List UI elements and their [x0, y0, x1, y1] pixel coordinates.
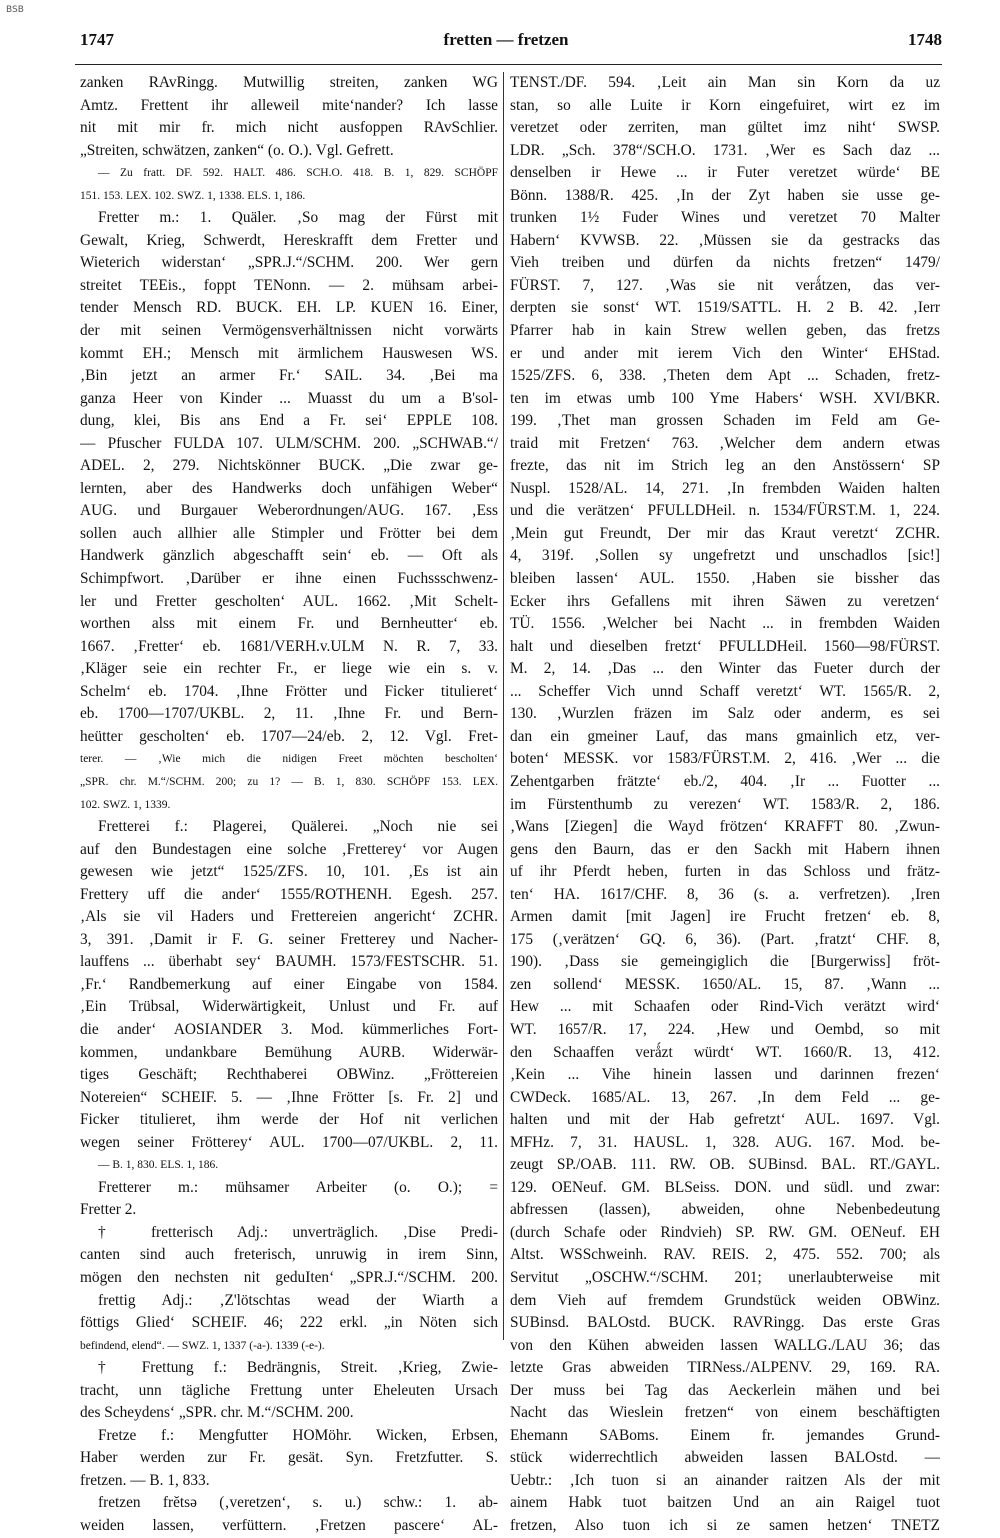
text-line: veretzet oder zerriten, man gültet imz niht‘ SWSP.	[510, 119, 940, 137]
text-line: ‚Kein ... Vihe hinein lassen und darinnen frezen‘	[510, 1066, 940, 1084]
text-line: Ecker ihrs Gefallens mit ihren Säwen zu veretzen‘	[510, 592, 940, 610]
text-line: fretzen frĕtsə (‚veretzen‘, s. u.) schw.: 1. ab-	[98, 1494, 498, 1512]
text-line: — Pfuscher FULDA 107. ULM/SCHM. 200. „SCHWAB.“/	[80, 434, 498, 452]
page-number-left: 1747	[80, 30, 114, 49]
text-line: kommt EH.; Mensch mit ärmlichem Hauswesen WS.	[80, 344, 498, 362]
text-line: zen sollend‘ MESSK. 1650/AL. 15, 87. ‚Wann ...	[510, 975, 940, 993]
text-line: ‚Wans [Ziegen] die Wayd frötzen‘ KRAFFT 80. ‚Zwun-	[510, 818, 940, 836]
text-line: des Scheydens‘ „SPR. chr. M.“/SCHM. 200.	[80, 1404, 354, 1422]
text-line: 199. ‚Thet man grossen Schaden im Feld am Ge-	[510, 412, 940, 430]
text-line: Fretter m.: 1. Quäler. ‚So mag der Fürst mit	[98, 209, 498, 227]
text-line: halt und dieselben fretzt‘ PFULLDHeil. 1560—98/FÜRST.	[510, 637, 940, 655]
text-line: fretzen. — B. 1, 833.	[80, 1471, 210, 1489]
text-line: halten und mit der Hab gefretzt‘ AUL. 1697. Vgl.	[510, 1111, 940, 1129]
text-line: die ander‘ AOSIANDER 3. Mod. kümmerliches Fort-	[80, 1020, 498, 1038]
text-line: SUBinsd. BALOstd. BUCK. RAVRingg. Das erste Gras	[510, 1314, 940, 1332]
text-line: Fretze f.: Mengfutter HOMöhr. Wicken, Erbsen,	[98, 1426, 498, 1444]
text-line: sollen auch allhier alle Stimpler und Frötter bei dem	[80, 524, 498, 542]
text-line: und die verätzen‘ PFULLDHeil. n. 1534/FÜRST.M. 1, 224.	[510, 502, 940, 520]
text-line: ‚Bin jetzt an armer Fr.‘ SAIL. 34. ‚Bei ma	[80, 367, 498, 385]
column-divider	[503, 72, 504, 1340]
text-line: — Zu fratt. DF. 592. HALT. 486. SCH.O. 418. B. 1, 829. SCHÖPF	[98, 167, 498, 180]
text-line: ganza Heer von Kinder ... Muasst du um a B'sol-	[80, 389, 498, 407]
text-line: Armen damit [mit Jagen] ire Frucht fretzen‘ eb. 8,	[510, 908, 940, 926]
text-line: zanken RAvRingg. Mutwillig streiten, zanken WG	[80, 74, 498, 91]
text-line: „SPR. chr. M.“/SCHM. 200; zu 1? — B. 1, 830. SCHÖPF 153. LEX.	[80, 775, 498, 788]
text-line: Nuspl. 1528/AL. 14, 271. ‚In frembden Waiden halten	[510, 479, 940, 497]
text-line: tender Mensch RD. BUCK. EH. LP. KUEN 16. Einer,	[80, 299, 498, 317]
text-line: föttigs Glied‘ SCHEIF. 46; 222 erkl. „in Nöten sich	[80, 1314, 498, 1332]
text-line: ‚Fr.‘ Randbemerkung auf einer Eingabe von 1584.	[80, 975, 498, 993]
text-line: CWDeck. 1685/AL. 13, 267. ‚In dem Feld ... ge-	[510, 1088, 940, 1106]
text-line: dem Vieh auf fremdem Grundstück weiden OBWinz.	[510, 1291, 940, 1309]
text-line: Handwerk gänzlich abgeschafft sein‘ eb. — Oft als	[80, 547, 498, 565]
text-line: ADEL. 2, 279. Nichtskönner BUCK. „Die zwar ge-	[80, 457, 498, 475]
text-line: ‚Mein gut Freundt, Der mir das Kraut veretzt‘ ZCHR.	[510, 524, 940, 542]
text-line: 102. SWZ. 1, 1339.	[80, 798, 171, 811]
text-line: im Fürstenthumb zu verezen‘ WT. 1583/R. 2, 186.	[510, 795, 940, 813]
text-line: Wieterich widerstan‘ „SPR.J.“/SCHM. 200. Wer gern	[80, 254, 498, 272]
text-line: Haber werden zur Fr. gesät. Syn. Fretzfutter. S.	[80, 1449, 498, 1467]
text-line: boten‘ MESSK. vor 1583/FÜRST.M. 2, 416. ‚Wer ... die	[510, 750, 940, 768]
text-line: auf den Bundestagen eine solche ‚Fretterey‘ vor Augen	[80, 840, 498, 858]
text-line: Der muss bei Tag das Aeckerlein mähen und bei	[510, 1381, 940, 1399]
text-line: — B. 1, 830. ELS. 1, 186.	[98, 1159, 219, 1172]
text-line: Ehemann SABoms. Einem fr. jemandes Grund-	[510, 1426, 940, 1444]
text-line: tracht, unn tägliche Frettung unter Eheleuten Ursach	[80, 1381, 498, 1399]
text-line: Fretter 2.	[80, 1201, 137, 1219]
text-line: von den Kühen abweiden lassen WALLG./LAU 36; das	[510, 1336, 940, 1354]
text-line: dan ein gmeiner Lauf, das mans gmainlich etz, ver-	[510, 727, 940, 745]
library-stamp: BSB	[6, 5, 24, 15]
text-line: trunken 1½ Fuder Wines und veretzet 70 Malter	[510, 209, 940, 227]
text-line: mögen den nechsten nit geduIten‘ „SPR.J.“/SCHM. 200.	[80, 1268, 498, 1286]
text-line: 1667. ‚Fretter‘ eb. 1681/VERH.v.ULM N. R. 7, 33.	[80, 637, 498, 655]
text-line: ... Scheffer Vich unnd Schaff veretzt‘ WT. 1565/R. 2,	[510, 682, 940, 700]
text-line: Notereien“ SCHEIF. 5. — ‚Ihne Frötter [s. Fr. 2] und	[80, 1088, 498, 1106]
text-line: Hew ... mit Schaafen oder Rind-Vich verätzt wird‘	[510, 998, 940, 1016]
text-line: Nacht das Wieslein fretzen“ von einem beschäftigten	[510, 1404, 940, 1422]
text-line: TENST./DF. 594. ‚Leit ain Man sin Korn da uz	[510, 74, 940, 91]
text-line: tiges Geschäft; Rechthaberei OBWinz. „Fröttereien	[80, 1066, 498, 1084]
text-line: LDR. „Sch. 378“/SCH.O. 1731. ‚Wer es Sach daz ...	[510, 141, 940, 159]
text-line: Servitut „OSCHW.“/SCHM. 201; unerlaubterweise mit	[510, 1268, 940, 1286]
text-line: frezte, das nit im Strich leg an den Anstössern‘ SP	[510, 457, 940, 475]
text-line: bleiben lassen‘ AUL. 1550. ‚Haben sie bissher das	[510, 570, 940, 588]
text-line: Schelm‘ eb. 1704. ‚Ihne Frötter und Ficker titulieret‘	[80, 682, 498, 700]
text-line: Altst. WSSchweinh. RAV. REIS. 2, 475. 552. 700; als	[510, 1246, 940, 1264]
text-line: eb. 1700—1707/UKBL. 2, 11. ‚Ihne Fr. und Bern-	[80, 705, 498, 723]
text-line: lauffens ... überhabt sey‘ BAUMH. 1573/FESTSCHR. 51.	[80, 953, 498, 971]
text-line: Schimpfwort. ‚Darüber er ihne einen Fuchssschwenz-	[80, 570, 498, 588]
text-line: kommen, undankbare Bemühung AURB. Widerwär-	[80, 1043, 498, 1061]
text-line: † Frettung f.: Bedrängnis, Streit. ‚Krieg, Zwie-	[98, 1359, 498, 1377]
left-column	[80, 72, 498, 1538]
text-line: wegen seiner Frötterey‘ AUL. 1700—07/UKBL. 2, 11.	[80, 1133, 498, 1151]
text-line: FÜRST. 7, 127. ‚Was sie nit verǻtzen, das ver-	[510, 276, 940, 294]
text-line: befindend, elend“. — SWZ. 1, 1337 (-a-). 1339 (-e-).	[80, 1339, 325, 1352]
text-line: ‚Ein Trübsal, Widerwärtigkeit, Unlust und Fr. auf	[80, 998, 498, 1016]
text-line: Frettery uff die ander‘ 1555/ROTHENH. Egesh. 257.	[80, 885, 498, 903]
text-line: AUG. und Burgauer Weberordnungen/AUG. 167. ‚Ess	[80, 502, 498, 520]
page-number-right: 1748	[908, 30, 942, 49]
text-line: canten sind auch freterisch, unruwig in irem Sinn,	[80, 1246, 498, 1264]
text-line: stück widerrechtlich abweiden lassen BALOstd. —	[510, 1449, 940, 1467]
text-line: 175 (‚verätzen‘ GQ. 6, 36). (Part. ‚fratzt‘ CHF. 8,	[510, 930, 940, 948]
text-line: MFHz. 7, 31. HAUSL. 1, 328. AUG. 167. Mod. be-	[510, 1133, 940, 1151]
header-rule	[75, 64, 942, 65]
text-line: Bönn. 1388/R. 425. ‚In der Zyt haben sie usse ge-	[510, 186, 940, 204]
text-line: Amtz. Frettent ihr alleweil mite‘nander? Ich lasse	[80, 96, 498, 114]
text-line: gens den Baurn, das er den Sackh mit Habern ihnen	[510, 840, 940, 858]
text-line: Fretterer m.: mühsamer Arbeiter (o. O.); =	[98, 1178, 498, 1196]
text-line: 130. ‚Wurzlen fräzen im Salz oder anderm, es sei	[510, 705, 940, 723]
text-line: derpten sie sonst‘ WT. 1519/SATTL. H. 2 B. 42. ‚Ierr	[510, 299, 940, 317]
text-line: worthen alss mit einem Fr. und Bernheutter‘ eb.	[80, 615, 498, 633]
text-line: heütter gescholten‘ eb. 1707—24/eb. 2, 12. Vgl. Fret-	[80, 727, 498, 745]
text-line: lernten, aber des Handwerks doch unfähigen Weber“	[80, 479, 498, 497]
text-line: Vieh treiben und dürfen da nichts fretzen“ 1479/	[510, 254, 940, 272]
right-column	[510, 72, 940, 1538]
text-line: 190). ‚Dass sie gemeingiglich die [Burgerwiss] fröt-	[510, 953, 940, 971]
text-line: 1525/ZFS. 6, 338. ‚Theten dem Apt ... Schaden, fretz-	[510, 367, 940, 385]
text-line: Zehentgarben frätzte‘ eb./2, 404. ‚Ir ... Fuotter ...	[510, 772, 940, 790]
text-line: Fretterei f.: Plagerei, Quälerei. „Noch nie sei	[98, 818, 498, 836]
text-line: M. 2, 14. ‚Das ... den Winter das Fueter durch der	[510, 660, 940, 678]
text-line: stan, so alle Luite ir Korn eingefuiret, wirt ez im	[510, 96, 940, 114]
text-line: 151. 153. LEX. 102. SWZ. 1, 1338. ELS. 1, 186.	[80, 189, 306, 202]
text-line: denselben ir Hewe ... ir Futer veretzet würde‘ BE	[510, 164, 940, 182]
text-line: letzte Gras abweiden TIRNess./ALPENV. 29, 169. RA.	[510, 1359, 940, 1377]
text-line: zeugt SP./OAB. 111. RW. OB. SUBinsd. BAL. RT./GAYL.	[510, 1156, 940, 1174]
text-line: „Streiten, schwätzen, zanken“ (o. O.). Vgl. Gefrett.	[80, 141, 394, 159]
text-line: Gewalt, Krieg, Schwerdt, Hereskrafft dem Fretter und	[80, 231, 498, 249]
text-line: Habern‘ KVWSB. 22. ‚Müssen sie da gestracks das	[510, 231, 940, 249]
text-line: ten im etwas umb 100 Yme Habers‘ WSH. XVI/BKR.	[510, 389, 940, 407]
text-line: terer. — ‚Wie mich die nidigen Freet möchten bescholten‘	[80, 753, 498, 766]
text-line: ler und Fretter gescholten‘ AUL. 1662. ‚Mit Schelt-	[80, 592, 498, 610]
text-line: fretzen, Also tuon ich si ze samen hetzen‘ TNETZ	[510, 1517, 940, 1534]
text-line: Pfarrer hab in kain Strew wellen geben, das fretzs	[510, 322, 940, 340]
text-line: ‚Kläger seie ein rechter Fr., er liege wie ein s. v.	[80, 660, 498, 678]
text-line: uf ihr Pferdt heben, furten in das Schloss und frätz-	[510, 863, 940, 881]
text-line: den Schaaffen verǻzt würdt‘ WT. 1660/R. 13, 412.	[510, 1043, 940, 1061]
text-line: streitet TEEis., foppt TENonn. — 2. mühsam arbei-	[80, 276, 498, 294]
running-title: fretten — fretzen	[443, 30, 569, 49]
text-line: ‚Als sie vil Haders und Frettereien angericht‘ ZCHR.	[80, 908, 498, 926]
text-line: (durch Schafe oder Rindvieh) SP. RW. GM. OENeuf. EH	[510, 1223, 940, 1241]
text-line: gewesen wie jetzt“ 1525/ZFS. 10, 101. ‚Es ist ain	[80, 863, 498, 881]
text-line: 4, 319f. ‚Sollen sy ungefretzt und unschadlos [sic!]	[510, 547, 940, 565]
text-line: abfressen (lassen), abweiden, ohne Nebenbedeutung	[510, 1201, 940, 1219]
text-line: weiden lassen, verfüttern. ‚Fretzen pascere‘ AL-	[80, 1517, 498, 1534]
text-line: 3, 391. ‚Damit ir F. G. seiner Fretterey und Nacher-	[80, 930, 498, 948]
text-line: † fretterisch Adj.: unverträglich. ‚Dise Predi-	[98, 1223, 498, 1241]
text-line: traid mit Fretzen‘ 763. ‚Welcher dem andern etwas	[510, 434, 940, 452]
text-line: TÜ. 1556. ‚Welcher bei Nacht ... in frembden Waiden	[510, 615, 940, 633]
text-line: WT. 1657/R. 17, 224. ‚Hew und Oembd, so mit	[510, 1020, 940, 1038]
text-line: er und ander mit ierem Vich den Winter‘ EHStad.	[510, 344, 940, 362]
text-line: der mit seinen Vermögensverhältnissen nicht vorwärts	[80, 322, 498, 340]
text-line: Ficker titulieret, ihm werde der Hof nit verlichen	[80, 1111, 498, 1129]
text-line: nit mit mir fr. mich nicht ausfoppen RAvSchlier.	[80, 119, 498, 137]
text-line: Uebtr.: ‚Ich tuon si an ainander raitzen Als der mit	[510, 1471, 940, 1489]
text-line: frettig Adj.: ‚Z'lötschtas wead der Wiarth a	[98, 1291, 498, 1309]
text-line: ten‘ HA. 1617/CHF. 8, 36 (s. a. verfretzen). ‚Iren	[510, 885, 940, 903]
page-header	[70, 30, 942, 56]
text-line: dung, klei, Bis ans End a Fr. sei‘ EPPLE 108.	[80, 412, 498, 430]
text-line: 129. OENeuf. GM. BLSeiss. DON. und südl. und zwar:	[510, 1178, 940, 1196]
text-line: ainem Habk tuot baitzen Und an ain Raigel tuot	[510, 1494, 940, 1512]
